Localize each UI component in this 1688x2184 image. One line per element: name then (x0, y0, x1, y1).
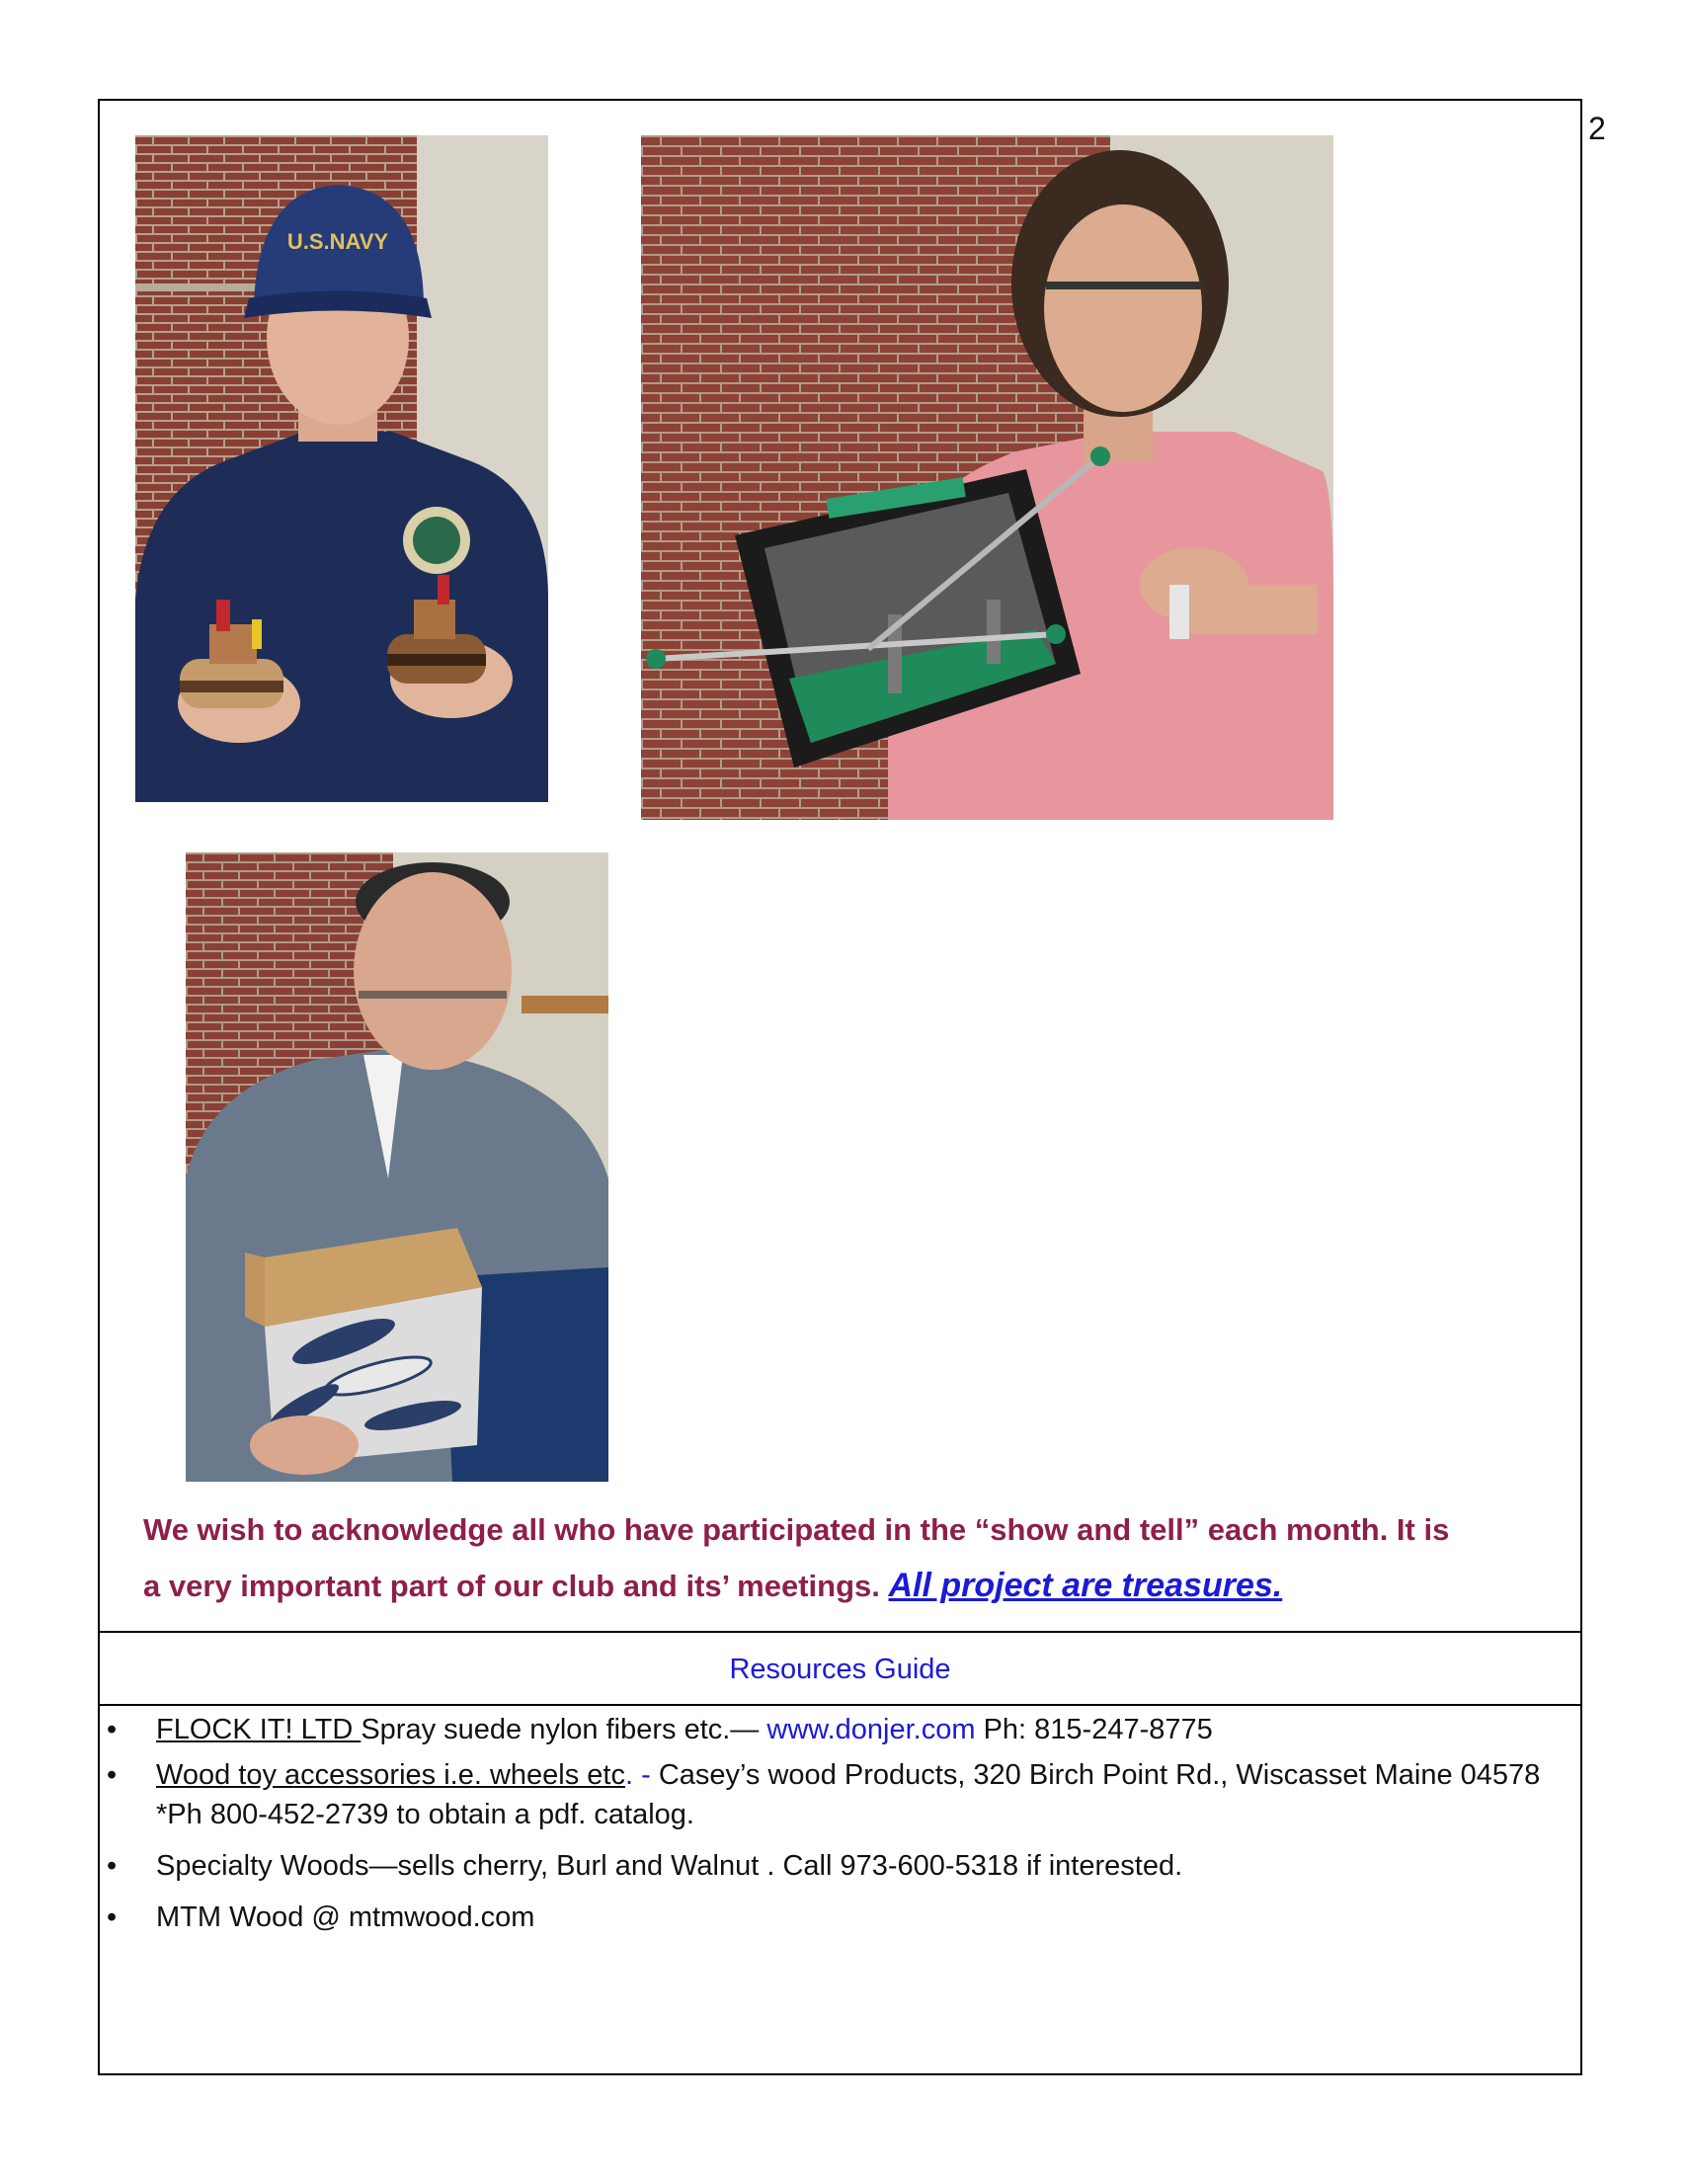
treasures-emphasis: All project are treasures. (888, 1567, 1283, 1604)
resource-item-mtm-wood (107, 1898, 1568, 1937)
resource-item-flock-it (107, 1710, 1568, 1749)
photo-navy-man-boats-image (135, 135, 548, 802)
resource-name-wood-toy: Wood toy accessories i.e. wheels etc (156, 1759, 625, 1791)
resource-sep-wood-toy: . - (624, 1759, 659, 1791)
resource-name-flock-it: FLOCK IT! LTD (156, 1714, 362, 1745)
resource-item-specialty-woods (107, 1846, 1568, 1886)
resource-item-wood-toy (107, 1755, 1568, 1834)
bullet: • (107, 1850, 118, 1882)
resource-desc-flock-it: Spray suede nylon fibers etc.— (361, 1714, 767, 1745)
cap-text: U.S.NAVY (286, 229, 389, 254)
resource-desc-specialty-woods: Specialty Woods—sells cherry, Burl and Walnut . Call 973-600-5318 if interested. (156, 1850, 1183, 1882)
resources-list (107, 1710, 1568, 1943)
bullet: • (107, 1759, 118, 1791)
resource-desc-mtm-wood: MTM Wood @ mtmwood.com (156, 1901, 535, 1933)
resources-title: Resources Guide (729, 1654, 951, 1685)
donjer-link[interactable]: www.donjer.com (766, 1714, 976, 1745)
photo-man-dolphin-box-image (186, 852, 608, 1482)
resources-header (98, 1631, 1582, 1706)
photo-navy-man-boats (135, 135, 548, 802)
photo-woman-framed-toy (641, 135, 1333, 820)
acknowledgement-line-2-text: a very important part of our club and its’ meetings. (143, 1569, 889, 1603)
photo-woman-framed-toy-image (641, 135, 1333, 820)
bullet: • (107, 1901, 118, 1933)
acknowledgement-line-1: We wish to acknowledge all who have participated in the “show and tell” each month. It is (143, 1512, 1450, 1547)
resource-desc-wood-toy: Casey’s wood Products, 320 Birch Point Rd., Wiscasset Maine 04578 *Ph 800-452-2739 to obtain a pdf. catalog. (156, 1759, 1541, 1830)
acknowledgement-line-2 (143, 1558, 1546, 1614)
photo-man-dolphin-box (186, 852, 608, 1482)
page-number: 2 (1588, 111, 1606, 146)
resource-phone-flock-it: Ph: 815-247-8775 (975, 1714, 1213, 1745)
bullet: • (107, 1714, 118, 1745)
acknowledgement-paragraph (143, 1501, 1546, 1614)
